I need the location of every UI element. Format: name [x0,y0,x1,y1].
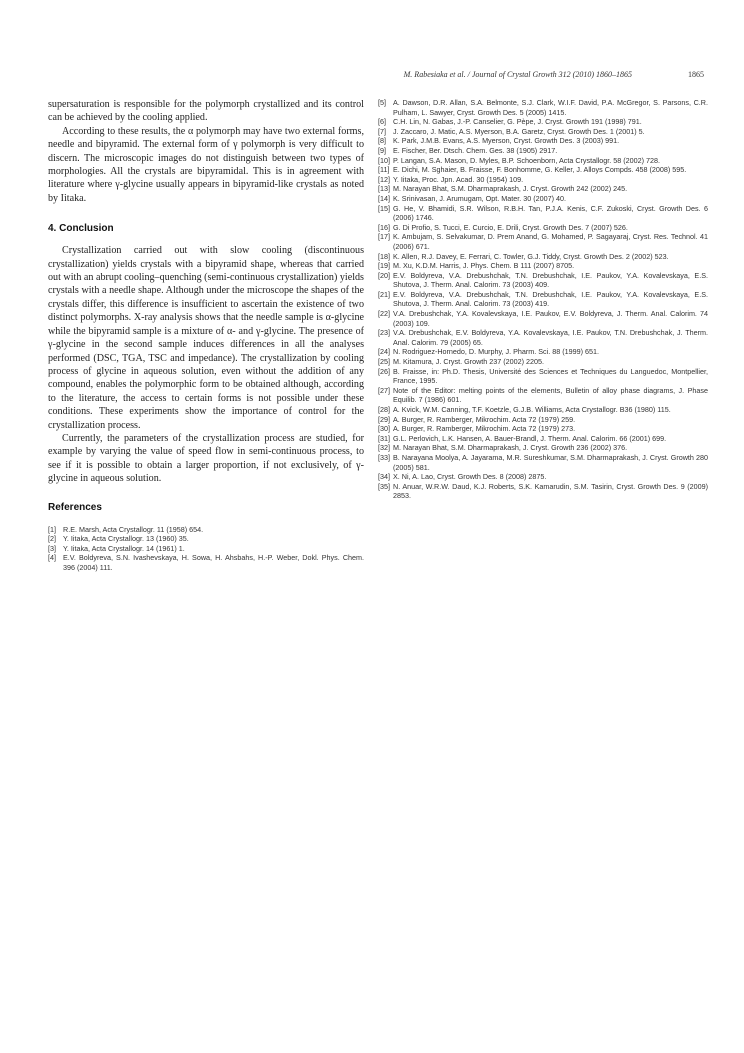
reference-item [378,328,708,347]
reference-number: [4] [48,553,56,563]
reference-number: [11] [378,165,390,175]
reference-text: E.V. Boldyreva, V.A. Drebushchak, T.N. Drebushchak, I.E. Paukov, Y.A. Kovalevskaya, E.S. Shutova, J. Therm. Anal. Calorim. 73 (2003) 409. [393,270,708,290]
reference-number: [32] [378,443,390,453]
reference-text: M. Narayan Bhat, S.M. Dharmaprakash, J. Cryst. Growth 236 (2002) 376. [393,443,628,453]
reference-item [378,165,708,175]
reference-text: V.A. Drebushchak, Y.A. Kovalevskaya, I.E. Paukov, E.V. Boldyreva, J. Therm. Anal. Calorim. 74 (2003) 109. [393,309,708,328]
reference-item [378,415,708,425]
journal-citation: M. Rabesiaka et al. / Journal of Crystal Growth 312 (2010) 1860–1865 [403,70,632,79]
reference-number: [10] [378,155,390,165]
reference-text: M. Kitamura, J. Cryst. Growth 237 (2002) 2205. [393,357,544,367]
reference-number: [26] [378,366,390,376]
reference-number: [13] [378,184,390,194]
reference-number: [29] [378,414,390,424]
reference-item [378,156,708,166]
reference-item [378,424,708,434]
reference-item [378,472,708,482]
reference-number: [5] [378,98,386,107]
section-heading-references: References [48,501,102,513]
paragraph-supersaturation: supersaturation is responsible for the polymorph crystallized and its control can be achieved by the cooling applied. [48,99,364,124]
section-heading-conclusion: 4. Conclusion [48,223,114,235]
reference-item [48,534,364,544]
reference-number: [9] [378,145,386,155]
reference-number: [24] [378,347,390,357]
reference-text: X. Ni, A. Lao, Cryst. Growth Des. 8 (2008) 2875. [393,472,547,482]
reference-text: K. Park, J.M.B. Evans, A.S. Myerson, Cryst. Growth Des. 3 (2003) 991. [393,136,620,146]
reference-item [378,347,708,357]
reference-item [378,357,708,367]
reference-item [378,290,708,309]
reference-number: [30] [378,424,390,434]
paragraph-conclusion-2: Currently, the parameters of the crystallization process are studied, for example by varying the value of speed flow in semi-continuous process, to see if it is possible to obtain a larger proportion, if not exclusively, of γ-glycine in aqueous solution. [48,432,364,485]
reference-number: [33] [378,452,390,462]
reference-text: E.V. Boldyreva, S.N. Ivashevskaya, H. Sowa, H. Ahsbahs, H.-P. Weber, Dokl. Phys. Chem. 396 (2004) 111. [63,553,364,572]
reference-number: [16] [378,222,390,232]
reference-number: [1] [48,524,56,534]
reference-item [378,252,708,262]
reference-item [378,309,708,328]
page-number: 1865 [688,70,704,79]
right-column [378,98,708,501]
reference-item [378,136,708,146]
reference-item [378,146,708,156]
reference-number: [15] [378,203,390,213]
reference-item [378,175,708,185]
reference-item [48,525,364,535]
reference-text: N. Rodriguez-Hornedo, D. Murphy, J. Pharm. Sci. 88 (1999) 651. [393,347,599,357]
reference-number: [20] [378,270,390,280]
reference-text: C.H. Lin, N. Gabas, J.-P. Canselier, G. Pèpe, J. Cryst. Growth 191 (1998) 791. [393,117,642,127]
reference-text: Y. Iitaka, Acta Crystallogr. 14 (1961) 1. [63,543,185,553]
reference-number: [14] [378,193,390,203]
reference-list-left [48,525,364,573]
reference-number: [18] [378,251,390,261]
reference-item [378,367,708,386]
reference-number: [6] [378,117,386,127]
left-column [48,98,364,573]
paragraph-conclusion-1: Crystallization carried out with slow cooling (discontinuous crystallization) yields crystals with a bipyramid shape, whereas that carried out with an abrupt cooling–quenching (semi-continuous crystallization) yields crystals with a needle shape. Although under the microscope the shapes of the crystals differ, this difference is insufficient to ascertain the existence of two distinct polymorphs. X-ray analysis shows that the needle sample is α-glycine while the bipyramid sample is a mixture of α- and γ-glycine. The presence of γ-glycine in the second sample induces differences in all the analyses performed (DSC, TGA, TSC and impedance). The crystallization by cooling process of glycine in aqueous solution, even without the addition of any compound, enables the polymorphic form to be obtained although, according to the literature, the access to certain forms is not possible under these conditions. These experiments show the importance of control for the crystallization process. [48,245,364,431]
reference-number: [17] [378,232,390,242]
reference-text: B. Narayana Moolya, A. Jayarama, M.R. Sureshkumar, S.M. Dharmaprakash, J. Cryst. Growth 280 (2005) 581. [393,452,708,472]
reference-item [378,232,708,251]
reference-item [378,443,708,453]
reference-number: [22] [378,309,390,319]
reference-number: [28] [378,405,390,414]
reference-item [378,386,708,405]
reference-item [48,544,364,554]
reference-text: K. Srinivasan, J. Arumugam, Opt. Mater. 30 (2007) 40. [393,193,566,203]
reference-item [378,482,708,501]
reference-number: [27] [378,385,390,395]
reference-text: A. Kvick, W.M. Canning, T.F. Koetzle, G.J.B. Williams, Acta Crystallogr. B36 (1980) 115. [393,405,671,414]
reference-item [378,405,708,415]
reference-number: [3] [48,543,56,553]
reference-text: M. Xu, K.D.M. Harris, J. Phys. Chem. B 111 (2007) 8705. [393,261,575,271]
reference-text: M. Narayan Bhat, S.M. Dharmaprakash, J. Cryst. Growth 242 (2002) 245. [393,184,628,194]
reference-item [378,184,708,194]
reference-item [48,553,364,572]
reference-text: J. Zaccaro, J. Matic, A.S. Myerson, B.A. Garetz, Cryst. Growth Des. 1 (2001) 5. [393,126,645,136]
reference-number: [21] [378,289,390,299]
reference-text: E. Fischer, Ber. Dtsch. Chem. Ges. 38 (1905) 2917. [393,145,558,155]
reference-text: Note of the Editor: melting points of the elements, Bulletin of alloy phase diagrams, J. Phase Equilib. 7 (1986) 601. [393,385,708,405]
reference-number: [34] [378,472,390,482]
reference-item [378,127,708,137]
reference-text: B. Fraisse, in: Ph.D. Thesis, Université des Sciences et Techniques du Languedoc, Montpellier, France, 1995. [393,366,708,386]
reference-number: [19] [378,261,390,271]
reference-item [378,194,708,204]
running-header [46,70,704,84]
reference-list-right [378,98,708,501]
paragraph-polymorph-forms: According to these results, the α polymorph may have two external forms, needle and bipyramid. The external form of γ polymorph is very difficult to discern. The microscopic images do not distinguish between two types of morphologies. All the crystals are bipyramidal. This is in agreement with literature where γ-glycine usually appears in bipyramid-like crystals as noted by Iitaka. [48,125,364,204]
reference-number: [23] [378,328,390,338]
reference-item [378,117,708,127]
reference-text: A. Burger, R. Ramberger, Mikrochim. Acta 72 (1979) 273. [393,424,576,434]
reference-text: K. Allen, R.J. Davey, E. Ferrari, C. Towler, G.J. Tiddy, Cryst. Growth Des. 2 (2002) 523. [393,251,669,261]
reference-number: [31] [378,433,390,443]
reference-number: [35] [378,481,390,491]
reference-item [378,98,708,117]
reference-text: G.L. Perlovich, L.K. Hansen, A. Bauer-Brandl, J. Therm. Anal. Calorim. 66 (2001) 699. [393,433,667,443]
reference-number: [25] [378,357,390,367]
reference-text: R.E. Marsh, Acta Crystallogr. 11 (1958) 654. [63,524,204,534]
reference-text: A. Burger, R. Ramberger, Mikrochim. Acta 72 (1979) 259. [393,414,576,424]
reference-number: [8] [378,136,386,146]
reference-text: N. Anuar, W.R.W. Daud, K.J. Roberts, S.K. Kamarudin, S.M. Tasirin, Cryst. Growth Des. 9 (2009) 2853. [393,481,708,501]
reference-number: [2] [48,534,56,544]
reference-number: [7] [378,126,386,136]
reference-item [378,453,708,472]
reference-item [378,204,708,223]
reference-text: E.V. Boldyreva, V.A. Drebushchak, T.N. Drebushchak, I.E. Paukov, Y.A. Kovalevskaya, E.S. Shutova, J. Therm. Anal. Calorim. 73 (2003) 419. [393,289,708,309]
reference-text: P. Langan, S.A. Mason, D. Myles, B.P. Schoenborn, Acta Crystallogr. 58 (2002) 728. [393,155,661,165]
reference-item [378,223,708,233]
reference-text: A. Dawson, D.R. Allan, S.A. Belmonte, S.J. Clark, W.I.F. David, P.A. McGregor, S. Parsons, C.R. Pulham, L. Sawyer, Cryst. Growth Des. 5 (2005) 1415. [393,98,708,117]
reference-text: G. Di Profio, S. Tucci, E. Curcio, E. Drili, Cryst. Growth Des. 7 (2007) 526. [393,222,628,232]
reference-item [378,271,708,290]
reference-text: Y. Iitaka, Proc. Jpn. Acad. 30 (1954) 109. [393,174,524,184]
reference-item [378,434,708,444]
reference-text: V.A. Drebushchak, E.V. Boldyreva, Y.A. Kovalevskaya, I.E. Paukov, T.N. Drebushchak, J. Therm. Anal. Calorim. 79 (2005) 65. [393,328,708,347]
reference-text: Y. Iitaka, Acta Crystallogr. 13 (1960) 35. [63,534,189,544]
reference-item [378,261,708,271]
reference-text: K. Ambujam, S. Selvakumar, D. Prem Anand, G. Mohamed, P. Sagayaraj, Cryst. Res. Technol. 41 (2006) 671. [393,232,708,251]
reference-text: E. Dichi, M. Sghaier, B. Fraisse, F. Bonhomme, G. Keller, J. Alloys Compds. 458 (2008) 595. [393,165,687,175]
reference-text: G. He, V. Bhamidi, S.R. Wilson, R.B.H. Tan, P.J.A. Kenis, C.F. Zukoski, Cryst. Growth Des. 6 (2006) 1746. [393,203,708,223]
reference-number: [12] [378,174,390,184]
